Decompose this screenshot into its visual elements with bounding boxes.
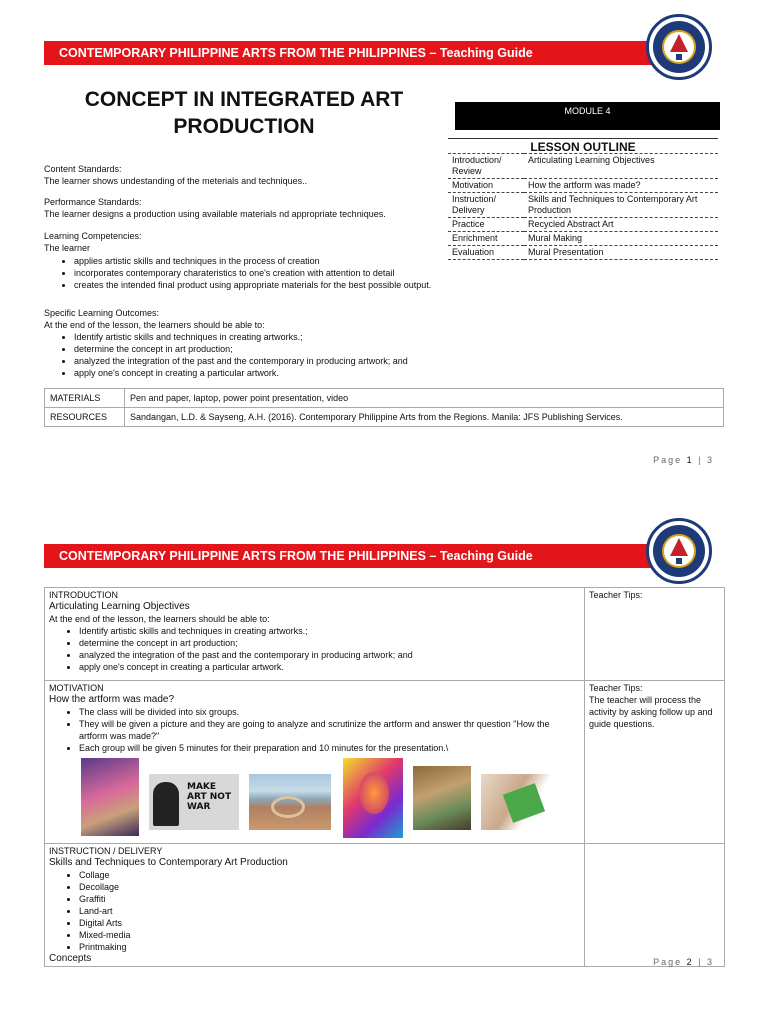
outline-key: Instruction/ Delivery (448, 193, 524, 218)
document-page-2 (0, 502, 768, 1024)
outcome-item: • determine the concept in art production; (74, 343, 504, 355)
header-banner: CONTEMPORARY PHILIPPINE ARTS FROM THE PHILIPPINES – Teaching Guide (44, 544, 700, 568)
header-banner: CONTEMPORARY PHILIPPINE ARTS FROM THE PHILIPPINES – Teaching Guide (44, 41, 700, 65)
instruction-section: INSTRUCTION / DELIVERY Skills and Techniques to Contemporary Art Production • Collage • Decollage • Graffiti • Land-art • Digital Arts • Mixed-media • Printmaking Concepts (45, 844, 585, 967)
technique-item: • Digital Arts (79, 917, 580, 929)
materials-resources-table (44, 388, 724, 427)
objective-item: • analyzed the integration of the past and the contemporary in producing artwork; and (79, 649, 580, 661)
technique-item: • Collage (79, 869, 580, 881)
competency-item: • creates the intended final product using appropriate materials for the best possible output. (74, 279, 504, 291)
artwork-image-row (49, 758, 580, 840)
outline-key: Motivation (448, 179, 524, 193)
printmaking-image (481, 774, 567, 830)
motivation-item: • Each group will be given 5 minutes for their preparation and 10 minutes for the presentation.\ (79, 742, 580, 754)
competency-item: • incorporates contemporary charateristics to one's creation with attention to detail (74, 267, 504, 279)
learning-competencies: Learning Competencies: The learner • applies artistic skills and techniques in the process of creation • incorporates contemporary charateristics to one's creation with attention to detail • creates the intended final product using appropriate materials for the best possible output. (44, 230, 504, 291)
digital-art-image (343, 758, 403, 838)
document-page-1 (0, 0, 768, 490)
outline-value: Articulating Learning Objectives (524, 154, 718, 179)
motivation-section: MOTIVATION How the artform was made? • The class will be divided into six groups. • They will be given a picture and they are going to analyze and scrutinize the artform and answer thr question "How the artform was made?" • Each group will be given 5 minutes for their preparation and 10 minutes for the presentation.\ MAKE ART NOT WAR (45, 681, 585, 844)
mixed-media-image (413, 766, 471, 830)
outline-value: Mural Presentation (524, 246, 718, 260)
outline-row (448, 154, 718, 179)
content-standards: Content Standards: The learner shows undestanding of the meterials and techniques.. (44, 164, 308, 186)
instruction-teacher-tips (585, 844, 725, 967)
materials-label: MATERIALS (45, 389, 125, 408)
outline-key: Enrichment (448, 232, 524, 246)
school-seal-logo (646, 518, 712, 584)
outline-key: Introduction/ Review (448, 154, 524, 179)
outline-row (448, 179, 718, 193)
introduction-section: INTRODUCTION Articulating Learning Objectives At the end of the lesson, the learners should be able to: • Identify artistic skills and techniques in creating artworks.; • determine the concept in art production; • analyzed the integration of the past and the contemporary in producing artwork; and • apply one's concept in creating a particular artwork. (45, 588, 585, 681)
lesson-plan-table (44, 587, 725, 967)
outline-value: How the artform was made? (524, 179, 718, 193)
outcome-item: • apply one's concept in creating a particular artwork. (74, 367, 504, 379)
lesson-title: CONCEPT IN INTEGRATED ART PRODUCTION (84, 88, 404, 138)
resources-label: RESOURCES (45, 408, 125, 427)
materials-value: Pen and paper, laptop, power point presentation, video (125, 389, 724, 408)
outcome-item: • analyzed the integration of the past and the contemporary in producing artwork; and (74, 355, 504, 367)
introduction-teacher-tips: Teacher Tips: (585, 588, 725, 681)
resources-value: Sandangan, L.D. & Sayseng, A.H. (2016). Contemporary Philippine Arts from the Regions. Manila: JFS Publishing Services. (125, 408, 724, 427)
competency-item: • applies artistic skills and techniques in the process of creation (74, 255, 504, 267)
motivation-item: • They will be given a picture and they are going to analyze and scrutinize the artform and answer thr question "How the artform was made?" (79, 718, 580, 742)
technique-item: • Decollage (79, 881, 580, 893)
specific-learning-outcomes: Specific Learning Outcomes: At the end of the lesson, the learners should be able to: • Identify artistic skills and techniques in creating artworks.; • determine the concept in art production; • analyzed the integration of the past and the contemporary in producing artwork; and • apply one's concept in creating a particular artwork. (44, 307, 504, 379)
technique-item: • Mixed-media (79, 929, 580, 941)
page-number: Page 1 | 3 (653, 455, 714, 465)
technique-item: • Graffiti (79, 893, 580, 905)
page-number: Page 2 | 3 (653, 957, 714, 967)
outline-value: Skills and Techniques to Contemporary Art Production (524, 193, 718, 218)
module-label: MODULE 4 (455, 102, 720, 130)
technique-item: • Printmaking (79, 941, 580, 953)
technique-item: • Land-art (79, 905, 580, 917)
graffiti-image: MAKE ART NOT WAR (149, 774, 239, 830)
outline-key: Evaluation (448, 246, 524, 260)
outline-value: Mural Making (524, 232, 718, 246)
collage-portrait-image (81, 758, 139, 836)
outline-key: Practice (448, 218, 524, 232)
motivation-teacher-tips: Teacher Tips: The teacher will process the activity by asking follow up and guide questions. (585, 681, 725, 844)
objective-item: • apply one's concept in creating a particular artwork. (79, 661, 580, 673)
outcome-item: • Identify artistic skills and techniques in creating artworks.; (74, 331, 504, 343)
outline-value: Recycled Abstract Art (524, 218, 718, 232)
outline-row (448, 193, 718, 218)
school-seal-logo (646, 14, 712, 80)
lesson-outline-title: LESSON OUTLINE (448, 138, 718, 154)
objective-item: • Identify artistic skills and techniques in creating artworks.; (79, 625, 580, 637)
motivation-item: • The class will be divided into six groups. (79, 706, 580, 718)
objective-item: • determine the concept in art production; (79, 637, 580, 649)
performance-standards: Performance Standards: The learner designs a production using available materials nd appropriate techniques. (44, 197, 386, 219)
land-art-image (249, 774, 331, 830)
